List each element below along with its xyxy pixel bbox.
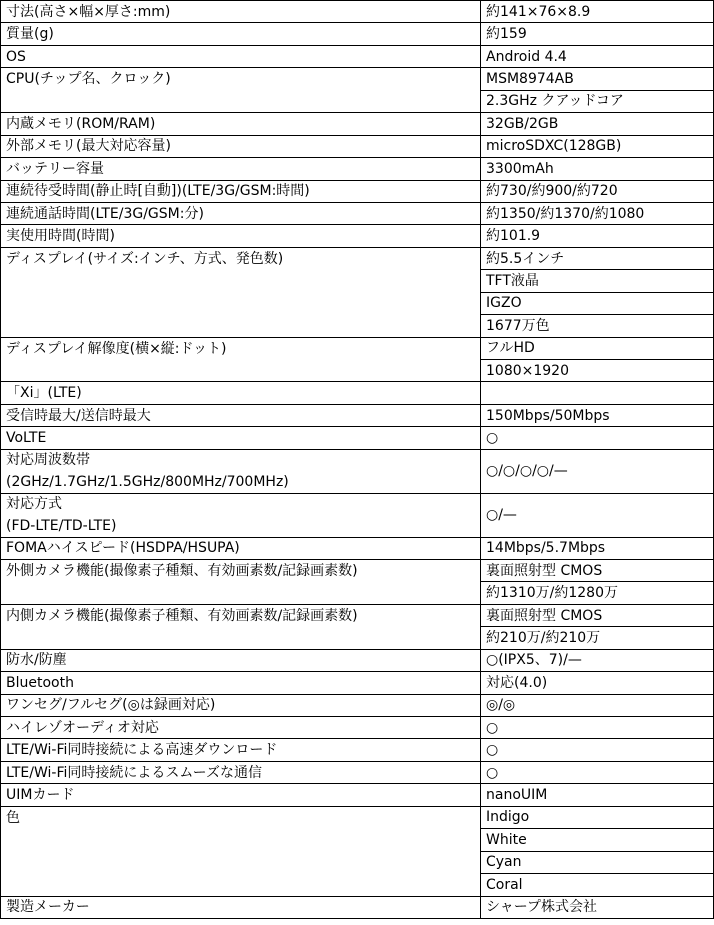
lte-section (1, 382, 714, 537)
spec-label-continuation (1, 270, 481, 292)
method-row-1 (1, 493, 714, 515)
spec-label-continuation (1, 90, 481, 112)
spec-row (1, 247, 714, 269)
spec-row (1, 225, 714, 247)
spec-value: ○ (481, 739, 714, 761)
spec-value: ○(IPX5、7)/— (481, 649, 714, 671)
spec-label: ハイレゾオーディオ対応 (1, 717, 481, 739)
spec-label-continuation (1, 582, 481, 604)
spec-label: OS (1, 45, 481, 67)
spec-label: 製造メーカー (1, 896, 481, 918)
spec-label: 内蔵メモリ(ROM/RAM) (1, 113, 481, 135)
spec-label: 実使用時間(時間) (1, 225, 481, 247)
spec-value: MSM8974AB (481, 68, 714, 90)
spec-label: 外部メモリ(最大対応容量) (1, 135, 481, 157)
spec-label: FOMAハイスピード(HSDPA/HSUPA) (1, 537, 481, 559)
spec-value: 約1310万/約1280万 (481, 582, 714, 604)
spec-label: LTE/Wi-Fi同時接続によるスムーズな通信 (1, 761, 481, 783)
spec-row (1, 761, 714, 783)
spec-row (1, 717, 714, 739)
spec-row (1, 315, 714, 337)
method-value: ○/— (481, 493, 714, 537)
lte-speed-row (1, 404, 714, 426)
volte-row (1, 427, 714, 449)
spec-row (1, 135, 714, 157)
spec-value: 約210万/約210万 (481, 627, 714, 649)
spec-label: バッテリー容量 (1, 158, 481, 180)
spec-row (1, 180, 714, 202)
spec-value: Android 4.4 (481, 45, 714, 67)
spec-label-continuation (1, 292, 481, 314)
spec-value: シャープ株式会社 (481, 896, 714, 918)
spec-label: Bluetooth (1, 672, 481, 694)
spec-row (1, 202, 714, 224)
spec-row (1, 874, 714, 896)
spec-value: Cyan (481, 851, 714, 873)
method-label-line-2: (FD-LTE/TD-LTE) (1, 515, 481, 537)
spec-label-continuation (1, 360, 481, 382)
spec-value: TFT液晶 (481, 270, 714, 292)
spec-label: 連続通話時間(LTE/3G/GSM:分) (1, 202, 481, 224)
spec-value: ○ (481, 717, 714, 739)
spec-row (1, 582, 714, 604)
spec-row (1, 292, 714, 314)
spec-value: 約5.5インチ (481, 247, 714, 269)
volte-value: ○ (481, 427, 714, 449)
volte-label: VoLTE (1, 427, 481, 449)
spec-label-continuation (1, 829, 481, 851)
spec-row (1, 90, 714, 112)
spec-value: フルHD (481, 337, 714, 359)
spec-row (1, 1, 714, 23)
spec-label: 色 (1, 806, 481, 828)
spec-value: nanoUIM (481, 784, 714, 806)
spec-value: ○ (481, 761, 714, 783)
spec-row (1, 270, 714, 292)
spec-row (1, 113, 714, 135)
freq-label-line-1: 対応周波数帯 (1, 449, 481, 471)
spec-value: 約101.9 (481, 225, 714, 247)
lte-heading: 「Xi」(LTE) (1, 382, 481, 404)
spec-value: Coral (481, 874, 714, 896)
spec-value: ◎/◎ (481, 694, 714, 716)
spec-value: microSDXC(128GB) (481, 135, 714, 157)
spec-label-continuation (1, 851, 481, 873)
spec-value: 対応(4.0) (481, 672, 714, 694)
freq-value: ○/○/○/○/— (481, 449, 714, 493)
spec-row (1, 23, 714, 45)
spec-row (1, 537, 714, 559)
spec-value: 3300mAh (481, 158, 714, 180)
spec-row (1, 158, 714, 180)
spec-row (1, 627, 714, 649)
spec-value: 約141×76×8.9 (481, 1, 714, 23)
spec-row (1, 829, 714, 851)
spec-label: ディスプレイ(サイズ:インチ、方式、発色数) (1, 247, 481, 269)
spec-label: ディスプレイ解像度(横×縦:ドット) (1, 337, 481, 359)
lte-speed-label: 受信時最大/送信時最大 (1, 404, 481, 426)
spec-row (1, 604, 714, 626)
spec-value: 1080×1920 (481, 360, 714, 382)
spec-row (1, 649, 714, 671)
spec-value: 1677万色 (481, 315, 714, 337)
spec-value: White (481, 829, 714, 851)
spec-row (1, 806, 714, 828)
spec-label: 防水/防塵 (1, 649, 481, 671)
spec-value: 32GB/2GB (481, 113, 714, 135)
spec-value: 14Mbps/5.7Mbps (481, 537, 714, 559)
freq-label-line-2: (2GHz/1.7GHz/1.5GHz/800MHz/700MHz) (1, 471, 481, 493)
spec-label: 質量(g) (1, 23, 481, 45)
spec-value: 約730/約900/約720 (481, 180, 714, 202)
spec-label: 内側カメラ機能(撮像素子種類、有効画素数/記録画素数) (1, 604, 481, 626)
spec-row (1, 559, 714, 581)
method-label-line-1: 対応方式 (1, 493, 481, 515)
spec-row (1, 739, 714, 761)
spec-value: Indigo (481, 806, 714, 828)
spec-value: 裏面照射型 CMOS (481, 604, 714, 626)
spec-row (1, 360, 714, 382)
spec-label-continuation (1, 874, 481, 896)
lte-speed-value: 150Mbps/50Mbps (481, 404, 714, 426)
spec-row (1, 784, 714, 806)
spec-row (1, 45, 714, 67)
spec-rows-a (1, 1, 714, 382)
spec-value: 2.3GHz クアッドコア (481, 90, 714, 112)
spec-value: 約1350/約1370/約1080 (481, 202, 714, 224)
spec-label: ワンセグ/フルセグ(◎は録画対応) (1, 694, 481, 716)
spec-label-continuation (1, 315, 481, 337)
spec-value: 約159 (481, 23, 714, 45)
spec-row (1, 896, 714, 918)
spec-label: LTE/Wi-Fi同時接続による高速ダウンロード (1, 739, 481, 761)
spec-label: CPU(チップ名、クロック) (1, 68, 481, 90)
spec-label: 連続待受時間(静止時[自動])(LTE/3G/GSM:時間) (1, 180, 481, 202)
freq-row-1 (1, 449, 714, 471)
spec-value: 裏面照射型 CMOS (481, 559, 714, 581)
spec-label: UIMカード (1, 784, 481, 806)
spec-row (1, 337, 714, 359)
lte-heading-value (481, 382, 714, 404)
spec-row (1, 851, 714, 873)
spec-row (1, 672, 714, 694)
lte-heading-row (1, 382, 714, 404)
spec-label: 外側カメラ機能(撮像素子種類、有効画素数/記録画素数) (1, 559, 481, 581)
spec-value: IGZO (481, 292, 714, 314)
spec-rows-b (1, 537, 714, 918)
spec-label: 寸法(高さ×幅×厚さ:mm) (1, 1, 481, 23)
spec-label-continuation (1, 627, 481, 649)
spec-row (1, 694, 714, 716)
spec-row (1, 68, 714, 90)
